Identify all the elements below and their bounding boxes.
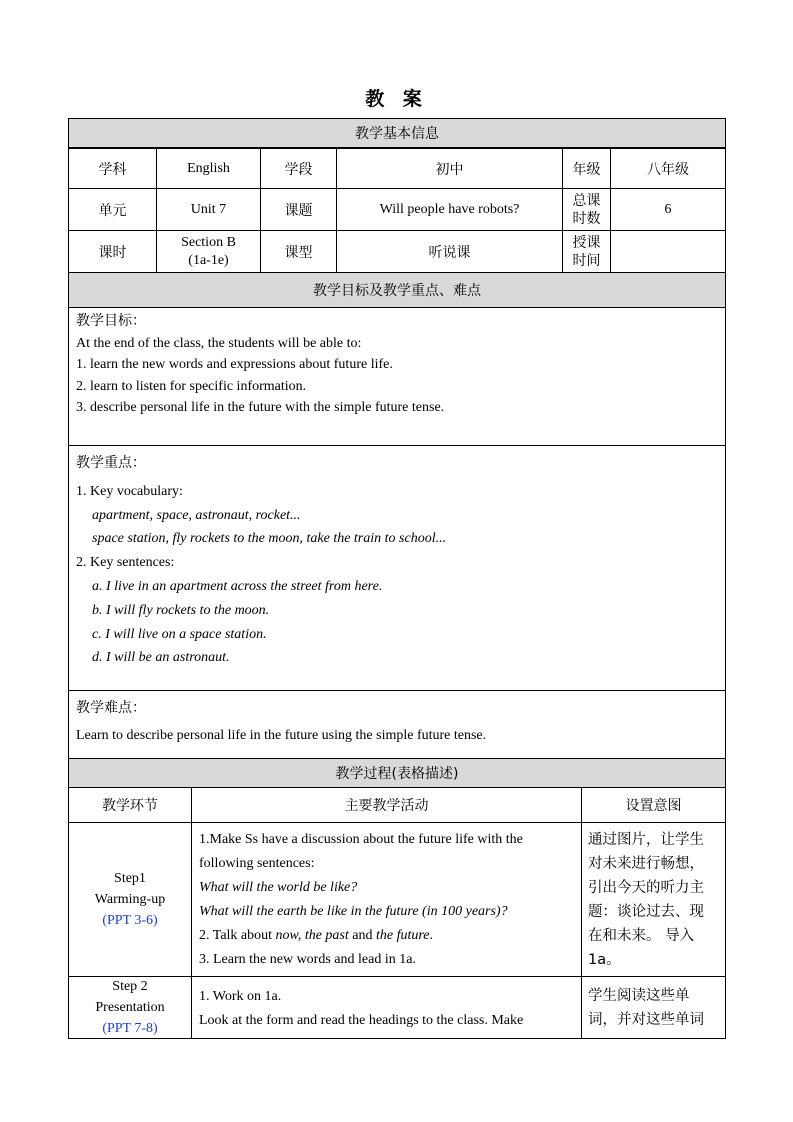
stage-label: 学段 bbox=[260, 148, 337, 189]
activity-cell bbox=[191, 976, 582, 1039]
column-header-step: 教学环节 bbox=[68, 787, 192, 823]
intent-line: 学生阅读这些单 bbox=[588, 988, 690, 1004]
step-name: Warming-up bbox=[94, 892, 166, 907]
period-label: 课时 bbox=[68, 230, 157, 273]
step-number: Step 2 bbox=[112, 979, 148, 994]
intent-line: 词，并对这些单词 bbox=[588, 1012, 704, 1028]
step-name: Presentation bbox=[95, 1000, 165, 1015]
step-cell bbox=[68, 822, 192, 977]
lesson-type-label: 课型 bbox=[260, 230, 337, 273]
class-time-value bbox=[610, 230, 726, 273]
activity-emphasis: the future bbox=[376, 928, 430, 943]
intent-cell bbox=[581, 976, 726, 1039]
step-ppt-ref: (PPT 7-8) bbox=[102, 1021, 158, 1036]
activity-question: What will the earth be like in the future (in 100 years)? bbox=[199, 904, 508, 919]
activity-text: and bbox=[348, 928, 376, 943]
class-time-label bbox=[562, 230, 611, 273]
stage-value: 初中 bbox=[336, 148, 563, 189]
key-points-cell bbox=[68, 445, 726, 691]
key-sentence: c. I will live on a space station. bbox=[92, 626, 267, 642]
activity-line: 1.Make Ss have a discussion about the future life with the bbox=[199, 832, 523, 847]
class-time-label-line2: 时间 bbox=[572, 252, 601, 269]
subject-label: 学科 bbox=[68, 148, 157, 189]
topic-value: Will people have robots? bbox=[336, 188, 563, 231]
grade-value: 八年级 bbox=[610, 148, 726, 189]
intent-line: 题：谈论过去、现 bbox=[588, 904, 704, 920]
key-sentence: d. I will be an astronaut. bbox=[92, 650, 230, 666]
activity-line bbox=[199, 924, 574, 948]
activity-text: . bbox=[429, 928, 434, 943]
intent-line: 1a。 bbox=[588, 952, 621, 968]
topic-label: 课题 bbox=[260, 188, 337, 231]
column-header-intent: 设置意图 bbox=[581, 787, 726, 823]
activity-line: Look at the form and read the headings to the class. Make bbox=[199, 1013, 524, 1028]
activity-line: following sentences: bbox=[199, 856, 315, 871]
step-cell bbox=[68, 976, 192, 1039]
unit-label: 单元 bbox=[68, 188, 157, 231]
key-points-heading: 教学重点： bbox=[76, 455, 146, 471]
activity-line: 1. Work on 1a. bbox=[199, 989, 282, 1004]
objective-line: 1. learn the new words and expressions about future life. bbox=[76, 357, 393, 372]
subject-value: English bbox=[156, 148, 261, 189]
class-time-label-line1: 授课 bbox=[572, 234, 601, 251]
grade-label: 年级 bbox=[562, 148, 611, 189]
total-hours-value: 6 bbox=[610, 188, 726, 231]
objective-line: 2. learn to listen for specific information. bbox=[76, 378, 307, 394]
section-header-basic-info: 教学基本信息 bbox=[68, 118, 726, 148]
activity-text: 2. Talk about bbox=[199, 928, 276, 943]
intent-cell bbox=[581, 822, 726, 977]
key-sentences-label: 2. Key sentences: bbox=[76, 555, 175, 571]
activity-cell bbox=[191, 822, 582, 977]
total-hours-label-line2: 时数 bbox=[572, 210, 601, 227]
difficulty-cell bbox=[68, 690, 726, 759]
total-hours-label-line1: 总课 bbox=[572, 192, 601, 209]
period-value-line2: (1a-1e) bbox=[188, 252, 229, 268]
step-number: Step1 bbox=[114, 871, 146, 886]
difficulty-text: Learn to describe personal life in the future using the simple future tense. bbox=[76, 728, 487, 743]
key-vocabulary-label: 1. Key vocabulary: bbox=[76, 483, 183, 499]
activity-question: What will the world be like? bbox=[199, 880, 358, 895]
section-header-process: 教学过程(表格描述) bbox=[68, 758, 726, 788]
key-sentence: b. I will fly rockets to the moon. bbox=[92, 602, 270, 618]
activity-line: 3. Learn the new words and lead in 1a. bbox=[199, 952, 416, 967]
total-hours-label bbox=[562, 188, 611, 231]
lesson-type-value: 听说课 bbox=[336, 230, 563, 273]
unit-value: Unit 7 bbox=[156, 188, 261, 231]
document-title: 教 案 bbox=[365, 88, 428, 110]
objectives-cell bbox=[68, 307, 726, 446]
key-sentence: a. I live in an apartment across the street from here. bbox=[92, 578, 383, 594]
activity-emphasis: now, the past bbox=[275, 928, 349, 943]
intent-line: 引出今天的听力主 bbox=[588, 880, 704, 896]
objectives-heading: 教学目标： bbox=[76, 313, 146, 329]
period-value bbox=[156, 230, 261, 273]
section-header-objectives: 教学目标及教学重点、难点 bbox=[68, 272, 726, 308]
step-ppt-ref: (PPT 3-6) bbox=[102, 913, 158, 928]
period-value-line1: Section B bbox=[181, 234, 236, 250]
key-vocabulary-line: space station, fly rockets to the moon, take the train to school... bbox=[92, 531, 447, 547]
objective-line: At the end of the class, the students will be able to: bbox=[76, 335, 362, 351]
intent-line: 通过图片，让学生 bbox=[588, 832, 704, 848]
key-vocabulary-line: apartment, space, astronaut, rocket... bbox=[92, 507, 301, 523]
column-header-activity: 主要教学活动 bbox=[191, 787, 582, 823]
objective-line: 3. describe personal life in the future with the simple future tense. bbox=[76, 400, 445, 415]
difficulty-heading: 教学难点： bbox=[76, 700, 146, 716]
intent-line: 在和未来。 导入 bbox=[588, 928, 695, 944]
intent-line: 对未来进行畅想， bbox=[588, 856, 704, 872]
